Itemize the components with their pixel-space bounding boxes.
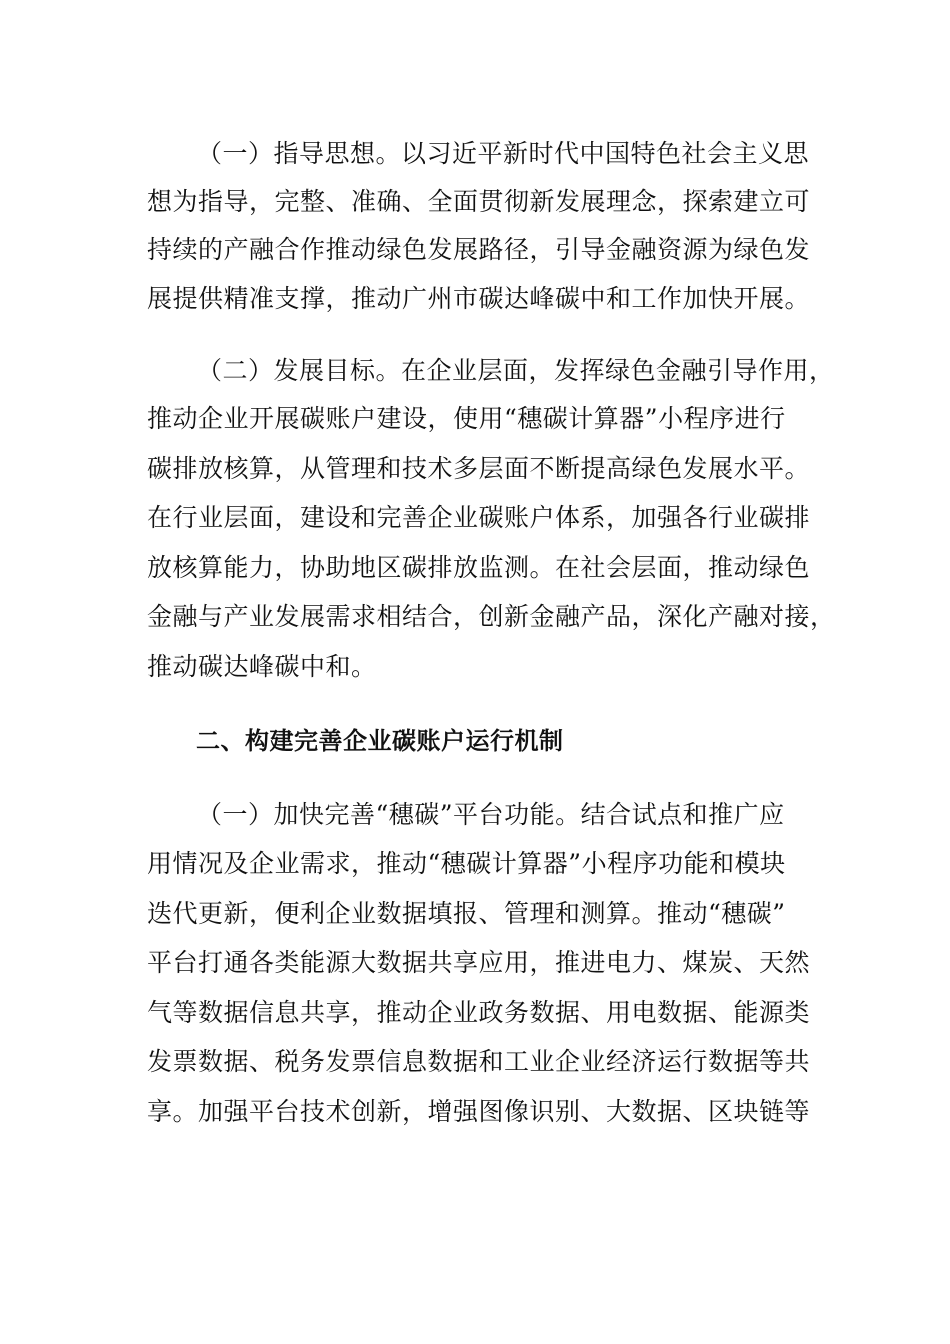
paragraph-1-line-1: （一）指导思想。以习近平新时代中国特色社会主义思: [197, 139, 810, 168]
paragraph-2-line-1: （二）发展目标。在企业层面，发挥绿色金融引导作用，: [197, 356, 835, 385]
paragraph-2-line-4: 在行业层面，建设和完善企业碳账户体系，加强各行业碳排: [147, 503, 811, 532]
paragraph-2-line-7: 推动碳达峰碳中和。: [147, 652, 377, 681]
paragraph-2-line-5: 放核算能力，协助地区碳排放监测。在社会层面，推动绿色: [147, 553, 811, 582]
paragraph-2-line-2: 推动企业开展碳账户建设，使用“穗碳计算器”小程序进行: [147, 404, 786, 433]
paragraph-3-line-1: （一）加快完善“穗碳”平台功能。结合试点和推广应: [197, 800, 785, 829]
paragraph-2-line-3: 碳排放核算，从管理和技术多层面不断提高绿色发展水平。: [147, 454, 811, 483]
paragraph-3-line-2: 用情况及企业需求，推动“穗碳计算器”小程序功能和模块: [147, 849, 786, 878]
paragraph-3-line-6: 发票数据、税务发票信息数据和工业企业经济运行数据等共: [147, 1047, 811, 1076]
paragraph-1-line-3: 持续的产融合作推动绿色发展路径，引导金融资源为绿色发: [147, 235, 811, 264]
paragraph-3-line-5: 气等数据信息共享，推动企业政务数据、用电数据、能源类: [147, 998, 811, 1027]
paragraph-3-line-7: 享。加强平台技术创新，增强图像识别、大数据、区块链等: [147, 1097, 811, 1126]
section-heading: 二、构建完善企业碳账户运行机制: [196, 727, 564, 755]
paragraph-2-line-6: 金融与产业发展需求相结合，创新金融产品，深化产融对接，: [147, 602, 836, 631]
paragraph-3-line-4: 平台打通各类能源大数据共享应用，推进电力、煤炭、天然: [147, 948, 811, 977]
paragraph-1-line-2: 想为指导，完整、准确、全面贯彻新发展理念，探索建立可: [147, 187, 811, 216]
paragraph-3-line-3: 迭代更新，便利企业数据填报、管理和测算。推动“穗碳”: [147, 899, 786, 928]
paragraph-1-line-4: 展提供精准支撑，推动广州市碳达峰碳中和工作加快开展。: [147, 284, 811, 313]
